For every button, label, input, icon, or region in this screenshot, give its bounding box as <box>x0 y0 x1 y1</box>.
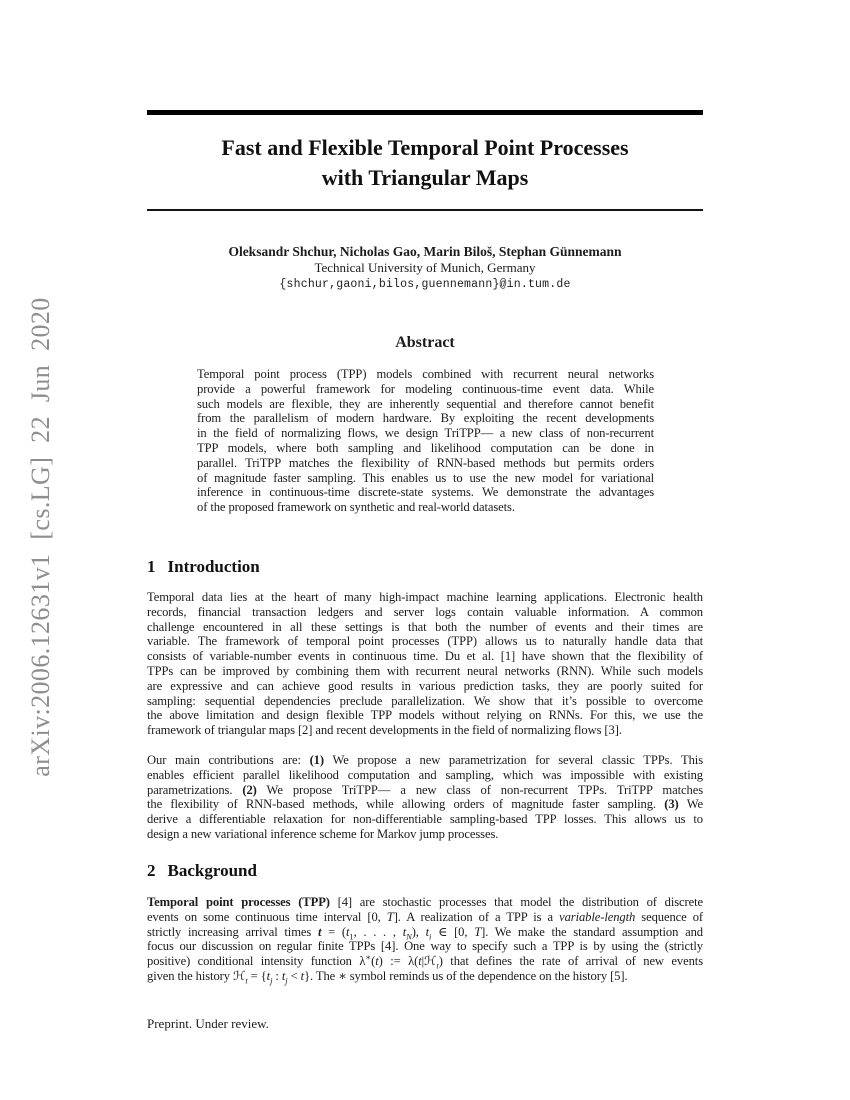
author-block <box>147 244 703 293</box>
text-line: sampling: sequential dependencies preclude parallelization. We show that it’s possible to overcome <box>147 693 703 708</box>
text-line: the flexibility of RNN-based methods, while allowing orders of magnitude faster sampling. (3) We <box>147 797 703 812</box>
text-line: of the proposed framework on synthetic and real-world datasets. <box>197 500 515 515</box>
text-line: variable. The framework of temporal point processes (TPP) allows us to naturally handle data that <box>147 634 703 649</box>
text-line: Temporal point process (TPP) models combined with recurrent neural networks <box>197 367 654 381</box>
arxiv-watermark: arXiv:2006.12631v1 [cs.LG] 22 Jun 2020 <box>26 297 55 777</box>
text-line: such models are flexible, they are inherently sequential and therefore cannot benefit <box>197 396 654 411</box>
text-line: TPP models, where both sampling and likelihood computation can be done in <box>197 440 654 455</box>
text-line: records, financial transaction ledgers and server logs contain valuable information. A common <box>147 604 703 619</box>
text-line: given the history ℋ$_t$ = {$t_j$ : $t_j < t$}. The ∗ symbol reminds us of the dependence on the history [5]. <box>147 968 628 986</box>
text-line: Temporal data lies at the heart of many high-impact machine learning applications. Electronic health <box>147 590 703 604</box>
section-number: 1 <box>147 557 156 576</box>
text-line: Our main contributions are: (1) We propose a new parametrization for several classic TPPs. This <box>147 753 703 767</box>
text-line: parallel. TriTPP matches the flexibility of RNN-based methods but permits orders <box>197 455 654 470</box>
text-line: consists of variable-number events in continuous time. Du et al. [1] have shown that the flexibility of <box>147 649 703 664</box>
text-line: enables efficient parallel likelihood computation and sampling, which was impossible with existing <box>147 767 703 782</box>
text-line: design a new variational inference scheme for Markov jump processes. <box>147 826 499 841</box>
title-top-rule <box>147 110 703 115</box>
footer-note: Preprint. Under review. <box>147 1016 269 1031</box>
section-heading-background <box>147 861 703 881</box>
text-line: strictly increasing arrival times $t = (t_1$, . . . , $t_N$), $t_i$ ∈ [0, T]. We make the standard assumption and <box>147 924 703 942</box>
text-line: positive) conditional intensity function λ∗(t) := λ(t|ℋ$_t$) that defines the rate of arrival of new events <box>147 952 703 971</box>
text-line: from the parallelism of modern hardware. By exploiting the recent developments <box>197 411 654 426</box>
text-line: TPPs can be improved by combining them with recurrent neural networks (RNN). While such models <box>147 663 703 678</box>
text-line: Temporal point processes (TPP) [4] are stochastic processes that model the distribution of discrete <box>147 895 703 909</box>
text-line: challenge encountered in all these settings is that both the number of events and their times are <box>147 619 703 634</box>
abstract-heading: Abstract <box>395 334 455 351</box>
author-emails: {shchur,gaoni,bilos,guennemann}@in.tum.de <box>279 277 571 291</box>
intro-paragraph-1 <box>147 590 703 738</box>
text-line: of magnitude faster sampling. This enables us to use the new model for variational <box>197 470 654 485</box>
section-title: Introduction <box>167 557 260 576</box>
section-heading-introduction <box>147 557 703 577</box>
text-line: focus our discussion on regular finite TPPs [4]. One way to specify such a TPP is by using the (strictly <box>147 939 703 954</box>
intro-paragraph-2 <box>147 753 703 842</box>
text-line: events on some continuous time interval [0, T]. A realization of a TPP is a variable-length sequence of <box>147 909 703 924</box>
text-line: are expressive and can achieve good results in various prediction tasks, they are poorly suited for <box>147 678 703 693</box>
section-title: Background <box>167 861 257 880</box>
paper-title-line-1: Fast and Flexible Temporal Point Processes <box>221 135 629 160</box>
text-line: parametrizations. (2) We propose TriTPP— a new class of non-recurrent TPPs. TriTPP matches <box>147 782 703 797</box>
text-line: in the field of normalizing flows, we design TriTPP— a new class of non-recurrent <box>197 426 654 441</box>
text-line: provide a powerful framework for modeling continuous-time event data. While <box>197 381 654 396</box>
abstract-paragraph <box>197 367 654 515</box>
title-bottom-rule <box>147 209 703 211</box>
section-number: 2 <box>147 861 156 880</box>
background-paragraph-1 <box>147 895 703 984</box>
paper-title-line-2: with Triangular Maps <box>321 165 529 190</box>
author-names: Oleksandr Shchur, Nicholas Gao, Marin Biloš, Stephan Günnemann <box>228 244 622 259</box>
text-line: the above limitation and design flexible TPP models without relying on RNNs. For this, we use the <box>147 708 703 723</box>
text-line: derive a differentiable relaxation for non-differentiable sampling-based TPP losses. This allows us to <box>147 812 703 827</box>
paper-title <box>147 133 703 193</box>
text-line: framework of triangular maps [2] and recent developments in the field of normalizing flows [3]. <box>147 723 622 738</box>
text-line: inference in continuous-time discrete-state systems. We demonstrate the advantages <box>197 485 654 500</box>
author-affiliation: Technical University of Munich, Germany <box>314 260 536 276</box>
